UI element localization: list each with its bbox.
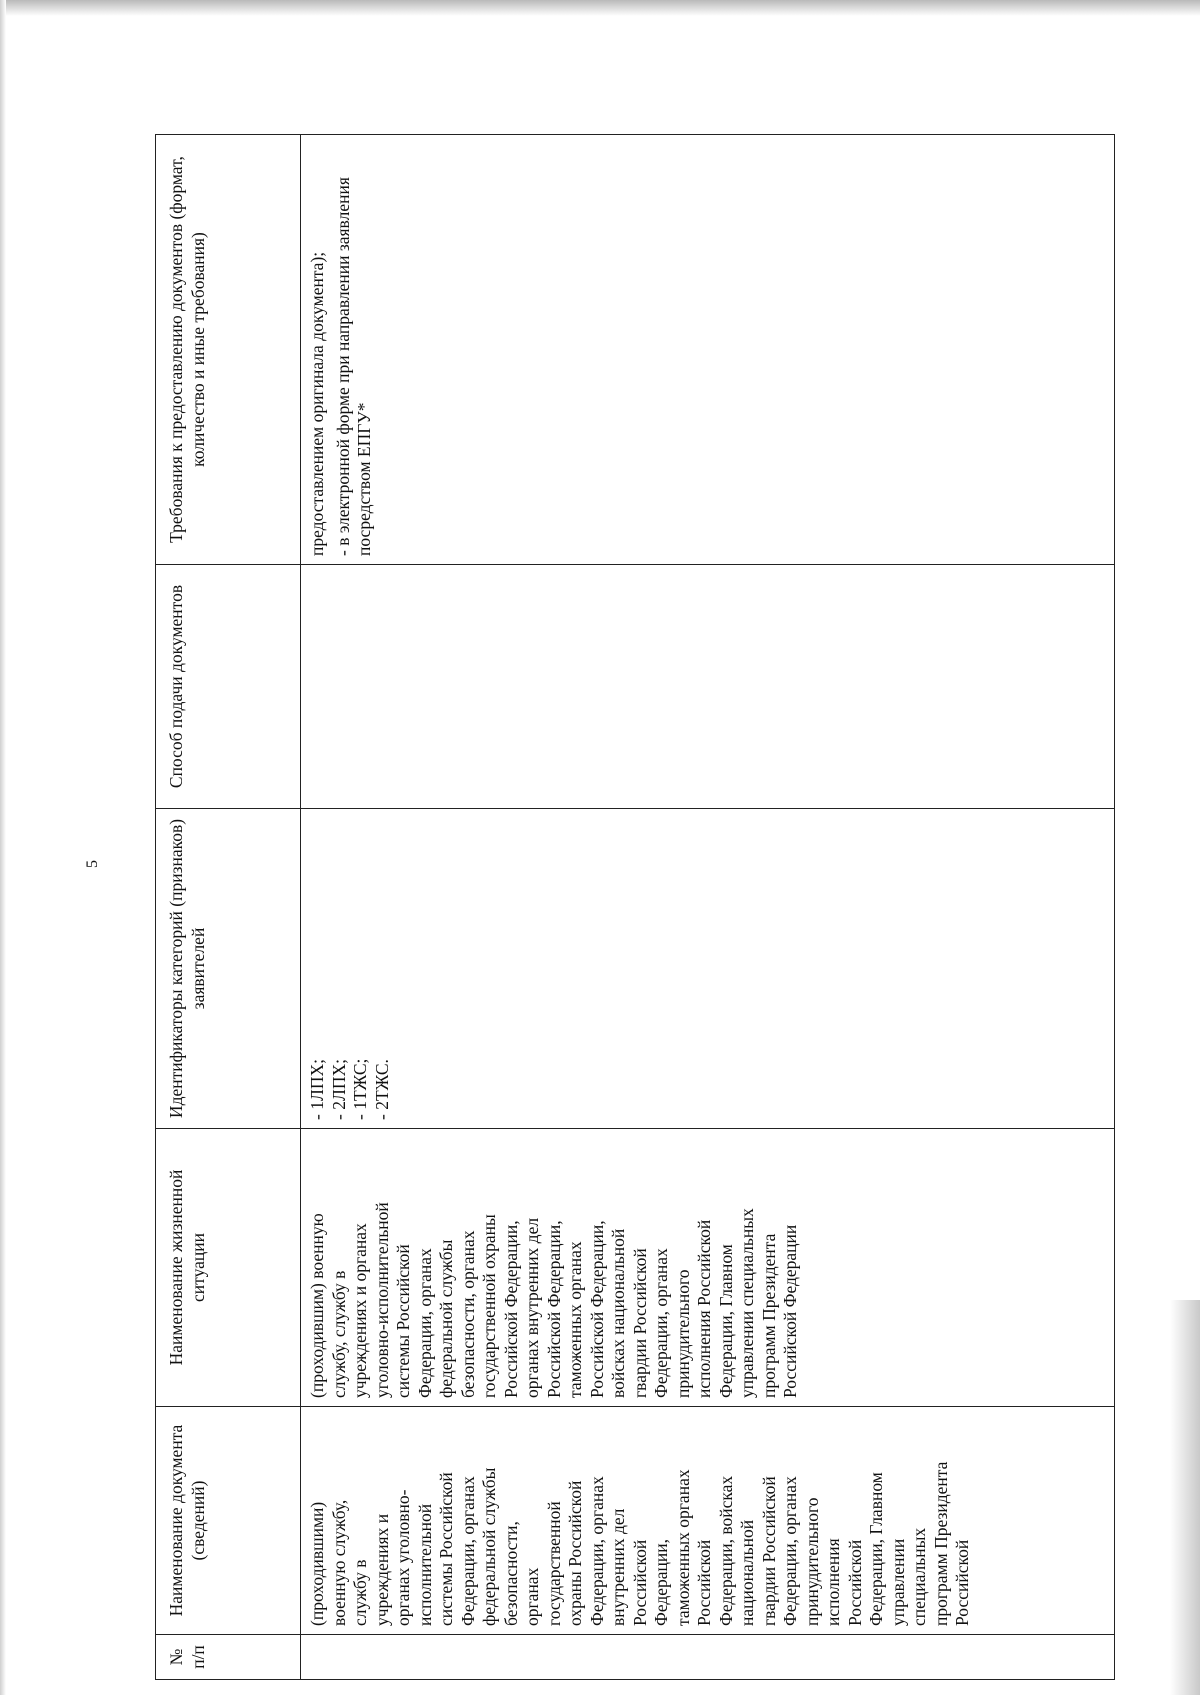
text-line: учреждениях и <box>371 1513 392 1626</box>
cell-applicant-identifiers <box>301 809 1115 1129</box>
cell-submission-method <box>301 565 1115 809</box>
text-line: Российской Федерации, <box>543 1220 564 1398</box>
text-line: Российской Федерации, <box>586 1220 607 1398</box>
text-line: Российской <box>952 1539 972 1626</box>
header-submission-method: Способ подачи документов <box>156 565 301 809</box>
requirements-text <box>307 143 376 556</box>
text-line: Федерации, <box>651 1538 671 1626</box>
text-line: национальной <box>737 1519 757 1626</box>
documents-table <box>155 134 1115 1680</box>
table-row <box>301 135 1115 1680</box>
scan-edge-right <box>1170 1300 1200 1695</box>
cell-document-name <box>301 1407 1115 1635</box>
text-line: специальных <box>909 1527 929 1626</box>
text-line: программ Президента <box>930 1461 951 1626</box>
text-line: государственной охраны <box>479 1214 499 1398</box>
text-line: исполнительной <box>414 1503 435 1626</box>
situation-name-text <box>307 1137 802 1398</box>
text-line: безопасности, <box>500 1521 521 1626</box>
rotated-page <box>155 135 1115 1680</box>
page-number: 5 <box>84 860 101 868</box>
text-line: гвардии Российской <box>629 1248 650 1398</box>
text-line: внутренних дел <box>608 1508 628 1626</box>
text-line: системы Российской <box>436 1472 456 1626</box>
text-line: (проходившими) <box>307 1501 327 1626</box>
text-line: федеральной службы <box>479 1467 499 1626</box>
identifier-item: - 2ТЖС. <box>371 1059 392 1120</box>
text-line: государственной <box>543 1501 564 1626</box>
text-line: службу, службу в <box>328 1270 349 1398</box>
identifier-item: - 1ТЖС; <box>350 1058 370 1120</box>
text-line: Российской Федерации, <box>500 1220 521 1398</box>
requirement-item: - в электронной форме при направлении заявления посредством ЕПГУ* <box>332 177 374 556</box>
text-line: органах уголовно- <box>393 1489 413 1626</box>
text-line: учреждениях и органах <box>350 1223 370 1398</box>
identifier-item: - 1ЛПХ; <box>307 1059 327 1120</box>
text-line: таможенных органах <box>565 1241 585 1398</box>
header-situation-name: Наименование жизненной ситуации <box>156 1129 301 1407</box>
text-line: уголовно-исполнительной <box>371 1202 392 1398</box>
text-line: таможенных органах <box>672 1469 693 1626</box>
text-line: Федерации, органах <box>414 1248 435 1398</box>
text-line: принудительного <box>672 1269 693 1398</box>
text-line: управлении <box>887 1538 908 1626</box>
header-document-name: Наименование документа (сведений) <box>156 1407 301 1635</box>
text-line: управлении специальных <box>737 1208 757 1398</box>
identifier-item: - 2ЛПХ; <box>328 1059 349 1120</box>
cell-requirements <box>301 135 1115 565</box>
text-line: Российской <box>844 1539 865 1626</box>
text-line: исполнения <box>823 1538 843 1626</box>
text-line: военную службу, <box>328 1499 349 1626</box>
requirement-item: предоставлением оригинала документа); <box>307 251 327 556</box>
text-line: Федерации, Главном <box>866 1472 886 1626</box>
text-line: органах внутренних дел <box>522 1217 542 1398</box>
text-line: органах <box>522 1567 542 1626</box>
text-line: федеральной службы <box>436 1239 456 1398</box>
document-name-text <box>307 1415 974 1626</box>
text-line: (проходившим) военную <box>307 1213 327 1398</box>
text-line: службу в <box>350 1559 370 1626</box>
cell-situation-name <box>301 1129 1115 1407</box>
text-line: охраны Российской <box>565 1480 585 1626</box>
text-line: исполнения Российской <box>694 1219 714 1398</box>
text-line: Российской <box>694 1539 714 1626</box>
header-applicant-identifiers: Идентификаторы категорий (признаков) заявителей <box>156 809 301 1129</box>
header-requirements: Требования к предоставлению документов (формат, количество и иные требования) <box>156 135 301 565</box>
text-line: Федерации, войсках <box>715 1475 736 1626</box>
text-line: безопасности, органах <box>457 1230 478 1398</box>
text-line: гвардии Российской <box>758 1476 779 1626</box>
text-line: Российской <box>629 1539 650 1626</box>
text-line: Федерации, органах <box>651 1248 671 1398</box>
identifier-list <box>307 817 393 1120</box>
header-number: № п/п <box>156 1635 301 1680</box>
text-line: войсках национальной <box>608 1228 628 1398</box>
text-line: Федерации, органах <box>780 1476 800 1626</box>
text-line: программ Президента <box>758 1233 779 1398</box>
text-line: Федерации, Главном <box>715 1244 736 1398</box>
scan-edge-left <box>0 0 6 1695</box>
text-line: Российской Федерации <box>780 1224 800 1398</box>
text-line: принудительного <box>801 1497 822 1626</box>
text-line: Федерации, органах <box>586 1476 607 1626</box>
cell-number <box>301 1635 1115 1680</box>
text-line: Федерации, органах <box>457 1476 478 1626</box>
table-header-row <box>156 135 301 1680</box>
text-line: системы Российской <box>393 1244 413 1398</box>
scan-edge-top <box>0 0 1200 16</box>
